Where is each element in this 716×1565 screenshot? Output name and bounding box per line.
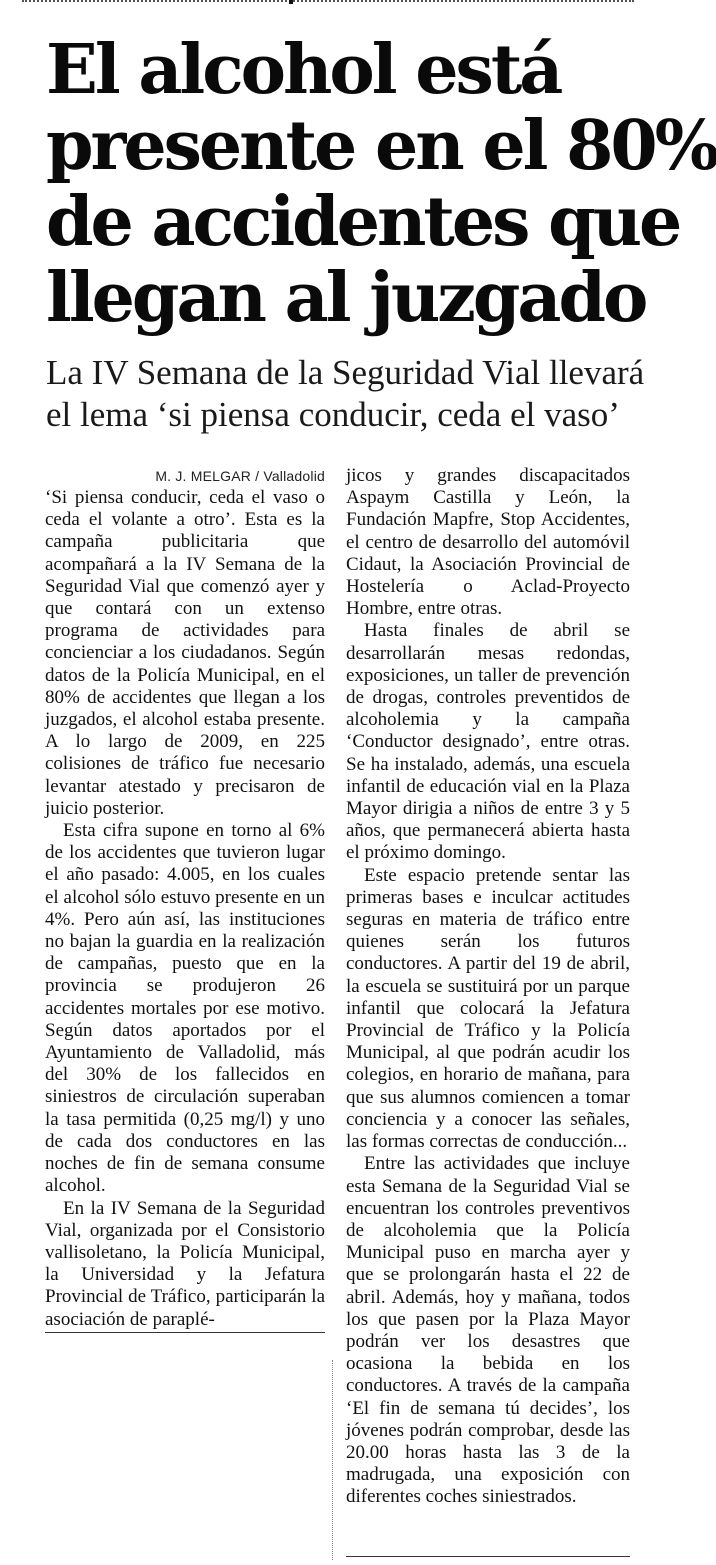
paragraph: En la IV Semana de la Seguridad Vial, organizada por el Consistorio vallisoletano, la Policía Municipal, la Universidad y la Jefatura Provincial de Tráfico, participarán la asociación de paraplé- [45, 1197, 325, 1330]
headline [46, 30, 716, 338]
headline-line: llegan al juzgado [46, 258, 646, 338]
paragraph: ‘Si piensa conducir, ceda el vaso o ceda el volante a otro’. Esta es la campaña publicitaria que acompañará a la IV Semana de la Seguridad Vial que comenzó ayer y que contará con un extenso programa de actividades para concienciar a los ciudadanos. Según datos de la Policía Municipal, en el 80% de accidentes que llegan a los juzgados, el alcohol estaba presente. A lo largo de 2009, en 225 colisiones de tráfico fue necesario levantar atestado y precisaron de juicio posterior. [45, 487, 325, 819]
left-column [45, 465, 325, 1331]
column-end-rule [45, 1332, 325, 1333]
headline-line: presente en el 80% [46, 106, 716, 186]
paragraph: Hasta finales de abril se desarrollarán mesas redondas, exposiciones, un taller de prevención de drogas, controles preventidos de alcoholemia y la campaña ‘Conductor designado’, entre otras. Se ha instalado, además, una escuela infantil de educación vial en la Plaza Mayor dirigia a niños de entre 3 y 5 años, que permanecerá abierta hasta el próximo domingo. [346, 620, 630, 864]
right-column [346, 465, 630, 1509]
subheadline [46, 352, 645, 436]
top-dotted-rule [22, 0, 634, 2]
paragraph: jicos y grandes discapacitados Aspaym Castilla y León, la Fundación Mapfre, Stop Accidentes, el centro de desarrollo del automóvil Cidaut, la Asociación Provincial de Hostelería o Aclad-Proyecto Hombre, entre otras. [346, 465, 630, 620]
headline-line: de accidentes que [46, 182, 680, 262]
subheadline-line: La IV Semana de la Seguridad Vial llevará [46, 353, 645, 392]
top-registration-mark [289, 0, 293, 4]
bottom-rule [346, 1556, 630, 1557]
paragraph: Entre las actividades que incluye esta Semana de la Seguridad Vial se encuentran los controles preventivos de alcoholemia que la Policía Municipal puso en marcha ayer y que se prolongarán hasta el 22 de abril. Además, hoy y mañana, todos los que pasen por la Plaza Mayor podrán ver los desastres que ocasiona la bebida en los conductores. A través de la campaña ‘El fin de semana tú decides’, los jóvenes podrán comprobar, desde las 20.00 horas hasta las 3 de la madrugada, una exposición con diferentes coches siniestrados. [346, 1153, 630, 1508]
headline-line: El alcohol está [46, 30, 561, 110]
paragraph: Esta cifra supone en torno al 6% de los accidentes que tuvieron lugar el año pasado: 4.005, en los cuales el alcohol sólo estuvo presente en un 4%. Pero aún así, las instituciones no bajan la guardia en la realización de campañas, puesto que en la provincia se produjeron 26 accidentes mortales por ese motivo. Según datos aportados por el Ayuntamiento de Valladolid, más del 30% de los fallecidos en siniestros de circulación superaban la tasa permitida (0,25 mg/l) y uno de cada dos conductores en las noches de fin de semana consume alcohol. [45, 820, 325, 1197]
column-divider [332, 1360, 333, 1560]
subheadline-line: el lema ‘si piensa conducir, ceda el vaso’ [46, 395, 620, 434]
paragraph: Este espacio pretende sentar las primeras bases e inculcar actitudes seguras en materia de tráfico entre quienes serán los futuros conductores. A partir del 19 de abril, la escuela se sustituirá por un parque infantil que colocará la Jefatura Provincial de Tráfico y la Policía Municipal, al que podrán acudir los colegios, en horario de mañana, para que sus alumnos comiencen a tomar conciencia y a conocer las señales, las formas correctas de conducción... [346, 864, 630, 1153]
byline: M. J. MELGAR / Valladolid [155, 468, 325, 484]
